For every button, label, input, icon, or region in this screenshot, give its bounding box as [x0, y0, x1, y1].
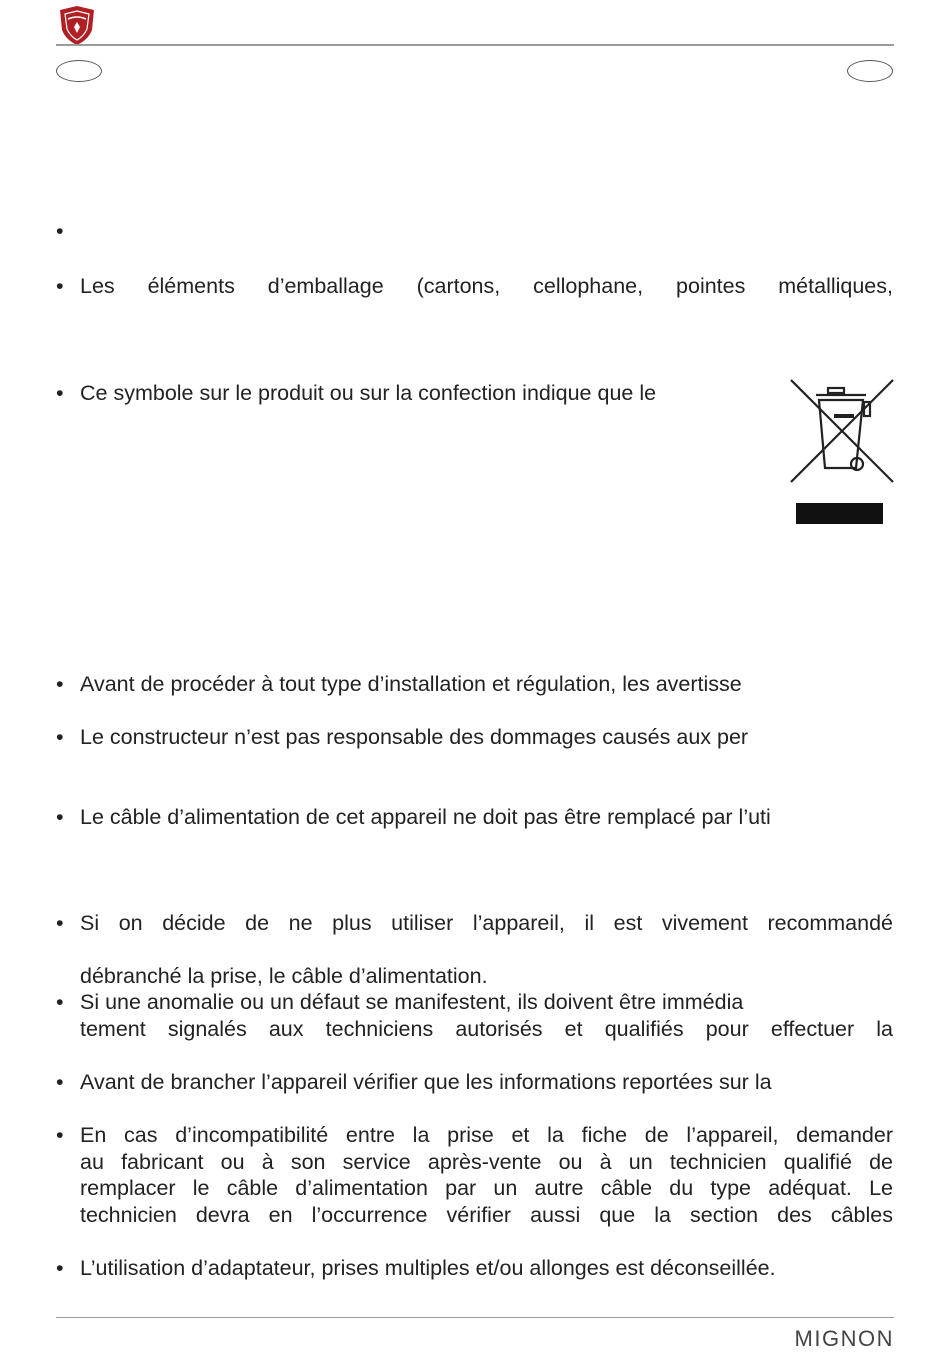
bullet-item-packaging: Les éléments d’emballage (cartons, cellophane, pointes métalliques, — [80, 274, 893, 298]
bullet-item-incompatibility — [80, 1122, 893, 1228]
bullet-marker: • — [56, 911, 64, 935]
symbol-bar — [796, 503, 883, 524]
crossed-out-wheelie-bin-icon — [788, 378, 896, 528]
bullet-item-adapters: L’utilisation d’adaptateur, prises multiples et/ou allonges est déconseillée. — [80, 1256, 776, 1280]
language-badge-right — [847, 60, 893, 82]
bullet-line: tement signalés aux techniciens autorisés et qualifiés pour effectuer la — [80, 1016, 893, 1041]
bullet-item-manufacturer: Le constructeur n’est pas responsable des dommages causés aux per — [80, 725, 749, 749]
language-badge-left — [56, 60, 102, 82]
bullet-line: au fabricant ou à son service après-vente ou à un technicien qualifié de — [80, 1149, 893, 1174]
bullet-item-disposal — [80, 910, 893, 990]
crest-logo-icon — [56, 4, 98, 46]
bullet-marker: • — [56, 219, 64, 243]
bullet-marker: • — [56, 805, 64, 829]
bullet-marker: • — [56, 381, 64, 405]
footer-rule — [56, 1317, 894, 1318]
bullet-line: technicien devra en l’occurrence vérifier aussi que la section des câbles — [80, 1202, 893, 1227]
bullet-line: remplacer le câble d’alimentation par un autre câble du type adéquat. Le — [80, 1176, 893, 1201]
bullet-marker: • — [56, 1123, 64, 1147]
bullet-line: En cas d’incompatibilité entre la prise et la fiche de l’appareil, demander — [80, 1123, 893, 1147]
bullet-item-installation: Avant de procéder à tout type d’installation et régulation, les avertisse — [80, 672, 742, 696]
bullet-marker: • — [56, 274, 64, 298]
bullet-marker: • — [56, 1256, 64, 1280]
bullet-item-symbol: Ce symbole sur le produit ou sur la confection indique que le — [80, 381, 657, 405]
bullet-item-check-info: Avant de brancher l’appareil vérifier que les informations reportées sur la — [80, 1070, 772, 1094]
brand-wordmark: MIGNON — [794, 1326, 894, 1351]
bullet-marker: • — [56, 672, 64, 696]
bullet-marker: • — [56, 990, 64, 1014]
bullet-marker: • — [56, 725, 64, 749]
bullet-marker: • — [56, 1070, 64, 1094]
bullet-item-anomaly — [80, 989, 893, 1042]
bullet-item-power-cable: Le câble d’alimentation de cet appareil ne doit pas être remplacé par l’uti — [80, 805, 771, 829]
bullet-line: débranché la prise, le câble d’alimentation. — [80, 964, 488, 989]
bullet-line — [80, 937, 893, 964]
header-rule — [56, 44, 894, 46]
bullet-line: Si on décide de ne plus utiliser l’appareil, il est vivement recommandé — [80, 911, 893, 935]
bullet-line: Si une anomalie ou un défaut se manifestent, ils doivent être immédia — [80, 990, 744, 1014]
